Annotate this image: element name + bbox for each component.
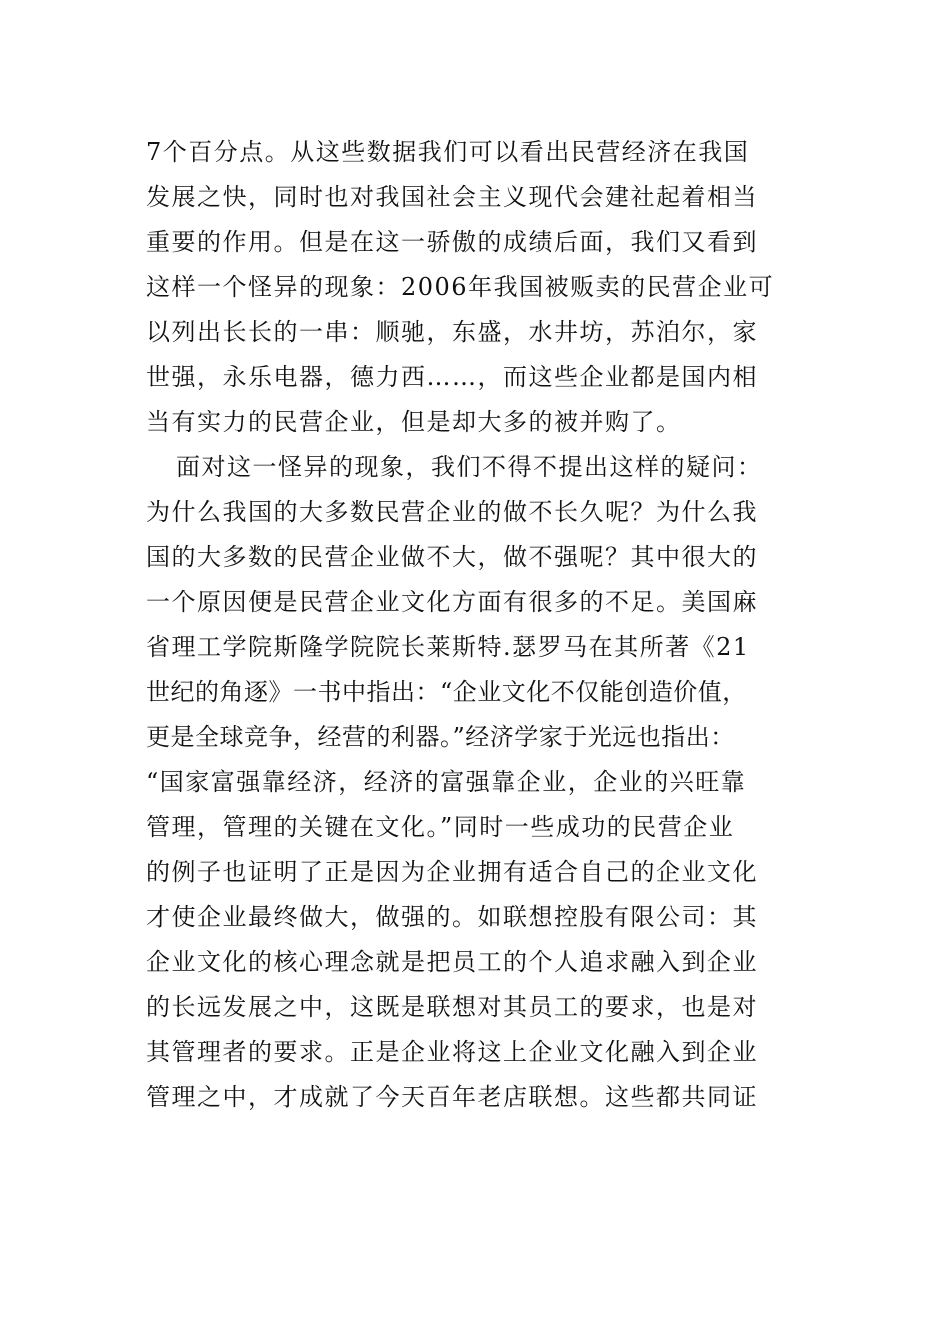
text-line: 企业文化的核心理念就是把员工的个人追求融入到企业 <box>146 948 758 976</box>
text-line: 面对这一怪异的现象，我们不得不提出这样的疑问： <box>176 453 763 481</box>
paragraph-2 <box>146 445 812 1120</box>
paragraph-1 <box>146 130 812 445</box>
text-line: 一个原因便是民营企业文化方面有很多的不足。美国麻 <box>146 588 758 616</box>
text-line: 的例子也证明了正是因为企业拥有适合自己的企业文化 <box>146 858 758 886</box>
text-line: 更是全球竞争，经营的利器。”经济学家于光远也指出： <box>146 723 735 751</box>
text-line: 省理工学院斯隆学院院长莱斯特.瑟罗马在其所著《21 <box>146 633 750 661</box>
text-line: 这样一个怪异的现象：2006年我国被贩卖的民营企业可 <box>146 273 775 301</box>
text-line: 为什么我国的大多数民营企业的做不长久呢？为什么我 <box>146 498 758 526</box>
body-text <box>146 130 812 1120</box>
text-line: 的长远发展之中，这既是联想对其员工的要求，也是对 <box>146 993 758 1021</box>
text-line: 当有实力的民营企业，但是却大多的被并购了。 <box>146 408 682 436</box>
text-line: 管理之中，才成就了今天百年老店联想。这些都共同证 <box>146 1083 758 1111</box>
text-line: 重要的作用。但是在这一骄傲的成绩后面，我们又看到 <box>146 228 758 256</box>
text-line: 7个百分点。从这些数据我们可以看出民营经济在我国 <box>146 138 750 166</box>
text-line: 才使企业最终做大，做强的。如联想控股有限公司：其 <box>146 903 758 931</box>
text-line: 其管理者的要求。正是企业将这上企业文化融入到企业 <box>146 1038 758 1066</box>
text-line: 国的大多数的民营企业做不大，做不强呢？其中很大的 <box>146 543 758 571</box>
text-line: 世强，永乐电器，德力西……，而这些企业都是国内相 <box>146 363 758 391</box>
text-line: 世纪的角逐》一书中指出：“企业文化不仅能创造价值， <box>146 678 747 706</box>
text-line: 管理，管理的关键在文化。”同时一些成功的民营企业 <box>146 813 735 841</box>
text-line: “国家富强靠经济，经济的富强靠企业，企业的兴旺靠 <box>146 768 747 796</box>
text-line: 发展之快，同时也对我国社会主义现代会建社起着相当 <box>146 183 758 211</box>
text-line: 以列出长长的一串：顺驰，东盛，水井坊，苏泊尔，家 <box>146 318 758 346</box>
